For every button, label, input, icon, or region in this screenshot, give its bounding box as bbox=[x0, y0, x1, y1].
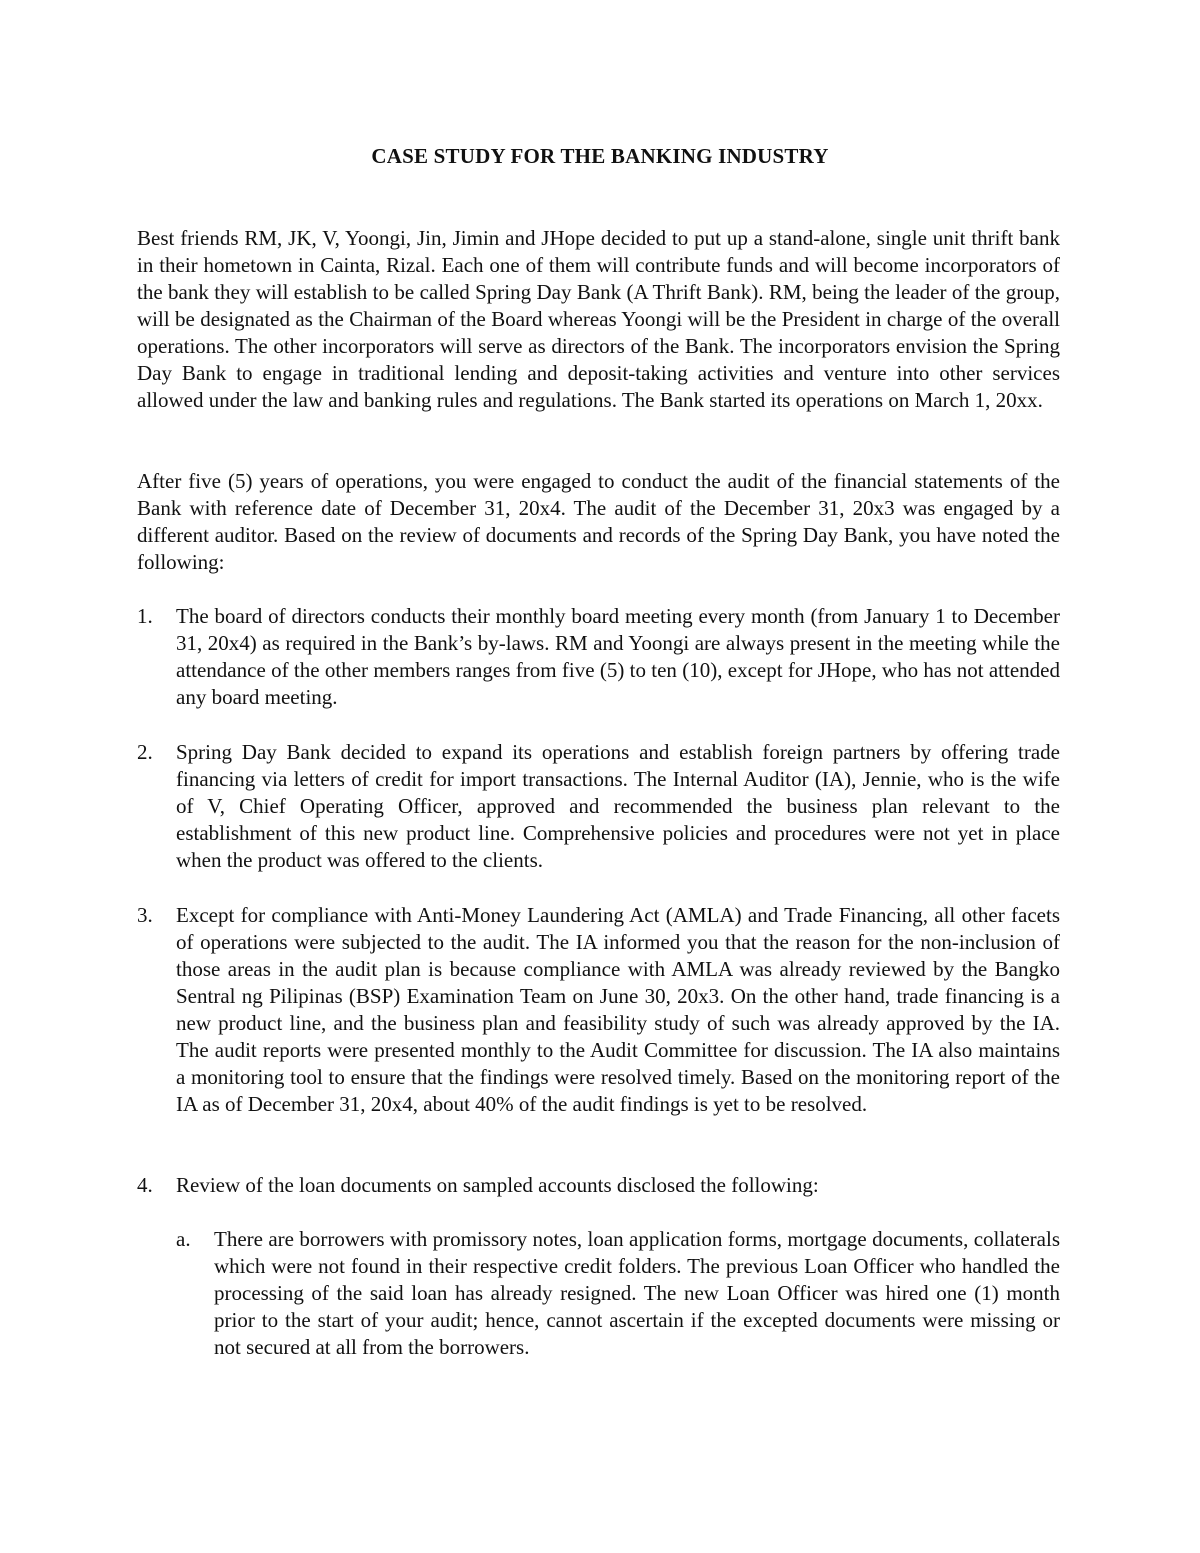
sub-list-item bbox=[176, 1226, 1060, 1361]
list-item bbox=[137, 603, 1060, 711]
list-item-number: 1. bbox=[137, 604, 153, 628]
list-item bbox=[137, 902, 1060, 1118]
list-item-text: Spring Day Bank decided to expand its operations and establish foreign partners by offering trade financing via letters of credit for import transactions. The Internal Auditor (IA), Jennie, who is the wife of V, Chief Operating Officer, approved and recommended the business plan relevant to the establishment of this new product line. Comprehensive policies and procedures were not yet in place when the product was offered to the clients. bbox=[176, 740, 1060, 872]
list-item bbox=[137, 739, 1060, 874]
list-item-text: Review of the loan documents on sampled accounts disclosed the following: bbox=[176, 1173, 819, 1197]
sub-list-item-text: There are borrowers with promissory notes, loan application forms, mortgage documents, collaterals which were not found in their respective credit folders. The previous Loan Officer who handled the processing of the said loan has already resigned. The new Loan Officer was hired one (1) month prior to the start of your audit; hence, cannot ascertain if the excepted documents were missing or not secured at all from the borrowers. bbox=[214, 1227, 1060, 1359]
list-item-number: 2. bbox=[137, 740, 153, 764]
intro-paragraph: Best friends RM, JK, V, Yoongi, Jin, Jimin and JHope decided to put up a stand-alone, single unit thrift bank in their hometown in Cainta, Rizal. Each one of them will contribute funds and will become incorporators of the bank they will establish to be called Spring Day Bank (A Thrift Bank). RM, being the leader of the group, will be designated as the Chairman of the Board whereas Yoongi will be the President in charge of the overall operations. The other incorporators will serve as directors of the Bank. The incorporators envision the Spring Day Bank to engage in traditional lending and deposit-taking activities and venture into other services allowed under the law and banking rules and regulations. The Bank started its operations on March 1, 20xx. bbox=[137, 226, 1060, 412]
list-item-number: 4. bbox=[137, 1173, 153, 1197]
engagement-paragraph: After five (5) years of operations, you were engaged to conduct the audit of the financial statements of the Bank with reference date of December 31, 20x4. The audit of the December 31, 20x3 was engaged by a different auditor. Based on the review of documents and records of the Spring Day Bank, you have noted the following: bbox=[137, 469, 1060, 574]
list-item-text: Except for compliance with Anti-Money Laundering Act (AMLA) and Trade Financing, all other facets of operations were subjected to the audit. The IA informed you that the reason for the non-inclusion of those areas in the audit plan is because compliance with AMLA was already reviewed by the Bangko Sentral ng Pilipinas (BSP) Examination Team on June 30, 20x3. On the other hand, trade financing is a new product line, and the business plan and feasibility study of such was already approved by the IA. The audit reports were presented monthly to the Audit Committee for discussion. The IA also maintains a monitoring tool to ensure that the findings were resolved timely. Based on the monitoring report of the IA as of December 31, 20x4, about 40% of the audit findings is yet to be resolved. bbox=[176, 903, 1060, 1116]
list-item-text: The board of directors conducts their monthly board meeting every month (from January 1 to December 31, 20x4) as required in the Bank’s by-laws. RM and Yoongi are always present in the meeting while the attendance of the other members ranges from five (5) to ten (10), except for JHope, who has not attended any board meeting. bbox=[176, 604, 1060, 709]
list-item bbox=[137, 1172, 1060, 1199]
sub-list-item-letter: a. bbox=[176, 1227, 191, 1251]
page-title: CASE STUDY FOR THE BANKING INDUSTRY bbox=[371, 144, 829, 168]
list-item-number: 3. bbox=[137, 903, 153, 927]
